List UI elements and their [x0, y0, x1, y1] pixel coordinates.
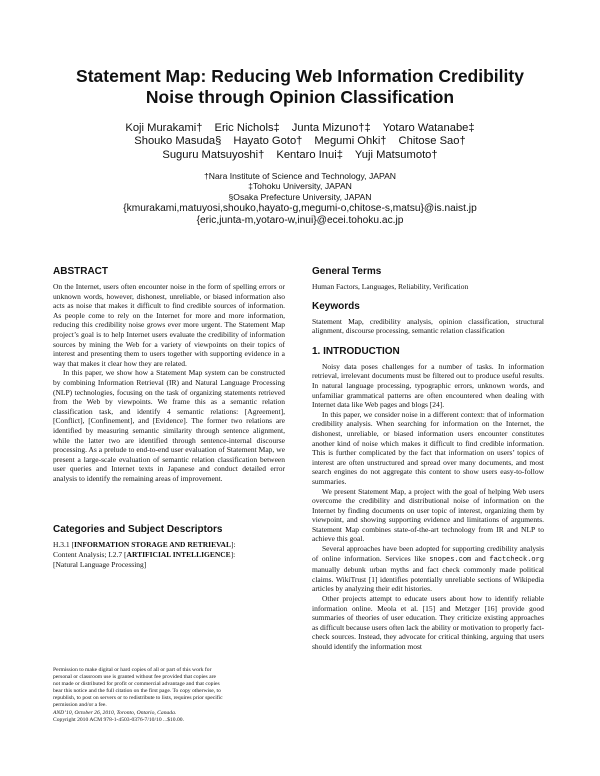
copyright-line: bear this notice and the full citation on the first page. To copy otherwise, to — [53, 688, 221, 695]
author: Koji Murakami† — [125, 122, 203, 134]
author: Yotaro Watanabe‡ — [382, 122, 475, 134]
author-line-2 — [40, 135, 560, 148]
author: Chitose Sao† — [398, 135, 466, 148]
intro-paragraph: Noisy data poses challenges for a number of tasks. In information retrieval, irrelevant documents must be filtered out to produce useful results. In natural language processing, typographic errors, unknown words, and unfamiliar grammatical patterns are often encountered when dealing with Internet data like Web pages and blogs [24]. — [312, 361, 544, 410]
intro-paragraph: In this paper, we consider noise in a different context: that of information credibility analysis. When searching for information on the Internet, the dishonest, unreliable, or biased information users encounter constitutes another kind of noise which makes it difficult to find credible information. This is further complicated by the fact that information on users’ topics of interest are often unstructured and spread over many documents, and most search engines do not aggregate this content to show users easy-to-follow summaries. — [312, 409, 544, 486]
author: Kentaro Inui‡ — [276, 148, 343, 161]
copyright-line: republish, to post on servers or to redistribute to lists, requires prior specific — [53, 695, 223, 702]
copyright-notice — [53, 667, 285, 724]
category-descriptors: H.3.1 [INFORMATION STORAGE AND RETRIEVAL]: Content Analysis; I.2.7 [ARTIFICIAL INTELLIGENCE]: [Natural Language Processing] — [53, 540, 236, 570]
author: Eric Nichols‡ — [214, 122, 280, 134]
general-terms-heading: General Terms — [312, 266, 382, 277]
title-line-1: Statement Map: Reducing Web Information Credibility — [76, 66, 524, 86]
abstract-heading: ABSTRACT — [53, 266, 108, 277]
author: Hayato Goto† — [233, 135, 303, 148]
copyright-line: not made or distributed for profit or commercial advantage and that copies — [53, 681, 220, 688]
email-line: {kmurakami,matuyosi,shouko,hayato-g,megumi-o,chitose-s,matsu}@is.naist.jp — [123, 203, 477, 214]
left-column — [53, 266, 285, 570]
author-line-1 — [40, 122, 560, 135]
author: Shouko Masuda§ — [134, 135, 222, 148]
author: Yuji Matsumoto† — [354, 148, 438, 161]
right-column — [312, 266, 544, 652]
email-line: {eric,junta-m,yotaro-w,inui}@ecei.tohoku.ac.jp — [196, 214, 404, 226]
general-terms-text: Human Factors, Languages, Reliability, Verification — [312, 282, 469, 291]
author: Suguru Matsuyoshi† — [162, 148, 265, 161]
author-emails — [40, 203, 560, 227]
keywords-text: Statement Map, credibility analysis, opinion classification, structural alignment, discourse processing, semantic relation classification — [312, 316, 544, 336]
affiliations — [40, 171, 560, 202]
abstract-paragraph: On the Internet, users often encounter noise in the form of spelling errors or unknown words, however, dishonest, unreliable, or biased information also acts as noise that makes it difficult to find credible sources of information. As people come to rely on the Internet for more and more information, reducing this credibility noise grows ever more urgent. The Statement Map project’s goal is to help Internet users evaluate the credibility of information sources by mining the Web for a variety of viewpoints on their topics of interest and presenting them to users together with supporting evidence in a way that makes it clear how they are related. — [53, 282, 285, 368]
affiliation: ‡Tohoku University, JAPAN — [248, 181, 352, 192]
affiliation: †Nara Institute of Science and Technology, JAPAN — [203, 171, 397, 181]
affiliation: §Osaka Prefecture University, JAPAN — [228, 191, 372, 202]
paper-title — [40, 66, 560, 108]
copyright-line: Permission to make digital or hard copies of all or part of this work for — [53, 667, 212, 673]
link-text: snopes.com — [429, 555, 472, 564]
copyright-line: Copyright 2010 ACM 978-1-4503-0376-7/10/10 ...$10.00. — [53, 716, 184, 723]
link-text: factcheck.org — [489, 555, 544, 564]
copyright-line: permission and/or a fee. — [53, 702, 107, 709]
intro-paragraph: Other projects attempt to educate users about how to identify reliable information online. Meola et al. [15] and Metzger [16] provide good summaries of theories of user education. They criticize existing approaches as difficult because users often lack the ability or motivation to properly fact-check sources. Instead, they advocate for critical thinking, arguing that users should identify the information most — [312, 594, 544, 651]
title-line-2: Noise through Opinion Classification — [145, 87, 455, 107]
abstract-paragraph: In this paper, we show how a Statement Map system can be constructed by combining Information Retrieval (IR) and Natural Language Processing (NLP) technologies, focusing on the task of organizing statements retrieved from the Web by viewpoints. We frame this as a semantic relation classification task, and identify 4 semantic relations: [Agreement], [Conflict], [Confinement], and [Evidence]. The former two relations are identified by measuring semantic similarity through sentence alignment, while the latter two are identified through sentence-internal discourse processing. As a prelude to end-to-end user evaluation of Statement Map, we present a large-scale evaluation of semantic relation classification between user queries and Internet texts in Japanese and conduct detailed error analysis to identify the remaining areas of improvement. — [53, 368, 285, 483]
author-line-3 — [40, 149, 560, 162]
copyright-line: AND’10, October 26, 2010, Toronto, Ontario, Canada. — [53, 709, 177, 716]
author-list — [40, 122, 560, 162]
intro-paragraph: Several approaches have been adopted for supporting credibility analysis of online information. Services like snopes.com and factcheck.org manually debunk urban myths and fact check commonly made political claims. WikiTrust [1] identifies potentially unreliable sections of Wikipedia articles by analyzing their edit histories. — [312, 544, 544, 594]
author: Megumi Ohki† — [314, 135, 387, 148]
copyright-line: personal or classroom use is granted without fee provided that copies are — [53, 674, 216, 681]
categories-heading: Categories and Subject Descriptors — [53, 524, 223, 536]
keywords-heading: Keywords — [312, 300, 360, 312]
intro-paragraph: We present Statement Map, a project with the goal of helping Web users overcome the credibility and distributional noise of information on the Internet by finding documents on user topic of interest, organizing them by viewpoint, and showing supporting evidence and limitations of arguments. Statement Map combines state-of-the-art technology from IR and NLP to achieve this goal. — [312, 486, 544, 544]
author: Junta Mizuno†‡ — [291, 122, 371, 134]
introduction-heading: 1. INTRODUCTION — [312, 345, 400, 357]
